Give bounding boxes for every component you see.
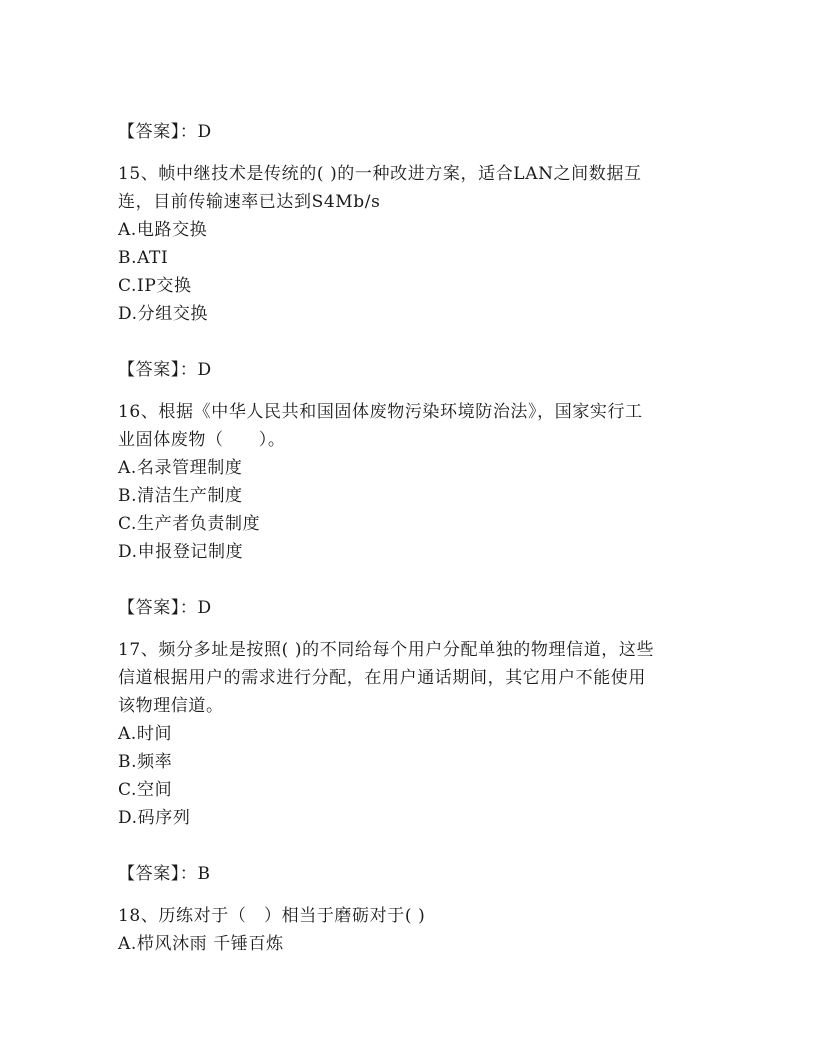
question-16-line-2: 业固体废物（ ）。 <box>118 430 286 450</box>
option-c: C.空间 <box>118 780 173 800</box>
question-18-line-1: 18、历练对于（ ）相当于磨砺对于( ) <box>118 906 426 926</box>
option-b: B.ATI <box>118 248 169 268</box>
question-17-line-2: 信道根据用户的需求进行分配，在用户通话期间，其它用户不能使用 <box>118 668 646 688</box>
option-a: A.电路交换 <box>118 220 208 240</box>
question-17-line-1: 17、频分多址是按照( )的不同给每个用户分配单独的物理信道，这些 <box>118 640 655 660</box>
option-b: B.频率 <box>118 752 173 772</box>
question-15-line-1: 15、帧中继技术是传统的( )的一种改进方案，适合LAN之间数据互 <box>118 164 642 184</box>
option-a: A.时间 <box>118 724 173 744</box>
option-d: D.申报登记制度 <box>118 542 244 562</box>
option-d: D.码序列 <box>118 808 191 828</box>
answer-label: 【答案】：B <box>118 864 211 884</box>
answer-label: 【答案】：D <box>118 598 212 618</box>
option-a: A.名录管理制度 <box>118 458 243 478</box>
option-c: C.IP交换 <box>118 276 192 296</box>
option-b: B.清洁生产制度 <box>118 486 243 506</box>
document-page <box>118 118 698 958</box>
option-a: A.栉风沐雨 千锤百炼 <box>118 934 284 954</box>
option-c: C.生产者负责制度 <box>118 514 261 534</box>
question-17-line-3: 该物理信道。 <box>118 696 224 716</box>
answer-label: 【答案】：D <box>118 122 212 142</box>
answer-label: 【答案】：D <box>118 360 212 380</box>
question-16-line-1: 16、根据《中华人民共和国固体废物污染环境防治法》，国家实行工 <box>118 402 643 422</box>
option-d: D.分组交换 <box>118 304 209 324</box>
question-15-line-2: 连，目前传输速率已达到S4Mb/s <box>118 192 381 212</box>
